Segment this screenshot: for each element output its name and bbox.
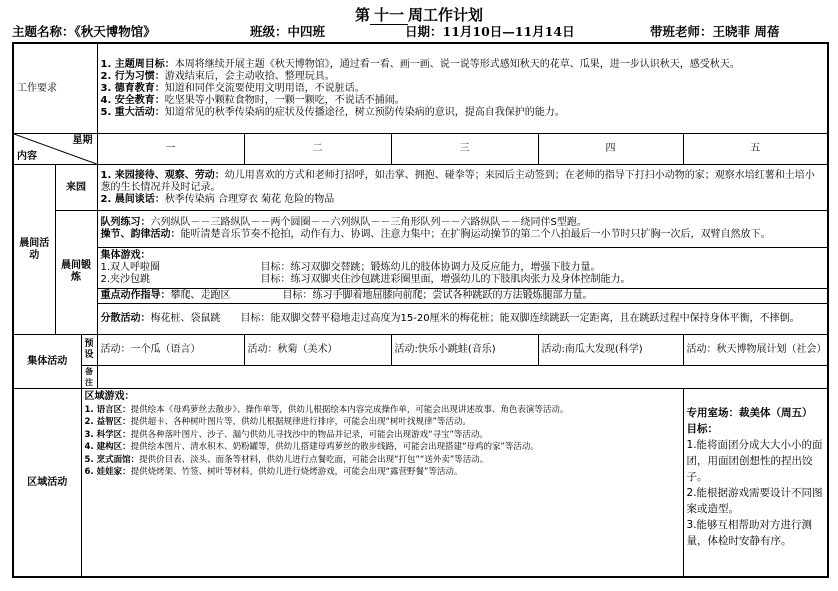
game-item: 1.双人呼啦圈 目标：练习双脚交替跳；锻炼幼儿的肢体协调力及反应能力，增强下肢力量。 — [100, 262, 601, 274]
region-activity-row — [13, 389, 828, 577]
region-item: 2. 益智区：提供超卡、各种树叶图片等，供幼儿根据规律进行排序，可能会出现“树叶找规律”等活动。 — [84, 417, 471, 428]
special-room-title: 专用室场：裁美体（周五） — [686, 407, 813, 420]
region-activity-label: 区域活动 — [13, 389, 81, 577]
teacher-names: 带班老师：王晓菲 周蓓 — [650, 24, 780, 39]
date-range: 日期：11月10日—11月14日 — [405, 24, 575, 39]
region-item: 6. 娃娃家：提供烧烤架、竹签、树叶等材料，供幼儿进行烧烤游戏，可能会出现“露营野餐”等活动。 — [84, 467, 463, 478]
arrival-content — [97, 165, 828, 210]
exercise-drill-row — [13, 210, 828, 247]
exercise-key-action-row — [13, 289, 828, 303]
preset-label: 预设 — [81, 334, 97, 365]
games-content — [97, 247, 828, 288]
day-wednesday: 三 — [391, 134, 538, 165]
requirement-item: 2. 行为习惯：游戏结束后，会主动收拾、整理玩具。 — [100, 70, 335, 82]
special-goal-item: 3.能够互相帮助对方进行测量，体检时安静有序。 — [686, 519, 813, 548]
class-name: 班级：中四班 — [250, 24, 326, 39]
day-friday: 五 — [683, 134, 828, 165]
diag-top-label: 星期 — [72, 135, 93, 147]
activity-friday: 活动：秋天博物展计划（社会） — [683, 334, 828, 365]
requirement-item: 5. 重大活动：知道常见的秋季传染病的症状及传播途径，树立预防传染病的意识，提高自我保护的能力。 — [100, 106, 565, 118]
collective-activity-row — [13, 334, 828, 365]
day-thursday: 四 — [538, 134, 683, 165]
drill-rhythm-content — [97, 210, 828, 247]
morning-arrival-row — [13, 165, 828, 210]
week-number: 十一 — [370, 6, 408, 25]
games-heading: 集体游戏： — [100, 250, 151, 262]
work-requirements-row — [13, 43, 828, 134]
note-label: 备注 — [81, 365, 97, 389]
region-heading: 区域游戏： — [84, 391, 135, 403]
title-prefix: 第 — [354, 6, 370, 24]
week-header-row — [13, 134, 828, 165]
region-item: 5. 烹式面馆：提供价目表、淡头、面条等材料，供幼儿进行点餐吃面，可能会出现“打包”“送外卖”等活动。 — [84, 454, 489, 465]
requirement-item: 1. 主题周目标：本周将继续开展主题《秋天博物馆》，通过看一看、画一画、说一说等形式感知秋天的花草、瓜果，进一步认识秋天，感受秋天。 — [100, 58, 740, 70]
morning-activity-label: 晨间活动 — [13, 165, 55, 334]
region-item: 1. 语言区：提供绘本《母鸡萝丝去散步》、操作单等，供幼儿根据绘本内容完成操作单，可能会出现讲述故事、角色表演等活动。 — [84, 404, 569, 415]
exercise-group-row — [13, 303, 828, 334]
group-activity-content: 分散活动：梅花桩、袋鼠跳 目标：能双脚交替平稳地走过高度为15-20厘米的梅花桩；能双脚连续跳跃一定距离，且在跳跃过程中保持身体平衡，不摔倒。 — [97, 303, 828, 334]
requirement-item: 3. 德育教育：知道和同伴交流要使用文明用语，不说脏话。 — [100, 82, 365, 94]
activity-monday: 活动：一个瓜（语言） — [97, 334, 244, 365]
title-suffix: 周工作计划 — [408, 6, 484, 24]
region-games-content — [81, 389, 683, 577]
activity-thursday: 活动:南瓜大发现(科学) — [538, 334, 683, 365]
rhythm-line: 操节、韵律活动：能听清楚音乐节奏不抢拍，动作有力、协调、注意力集中；在扩胸运动操节的第二个八拍最后一小节时只扩胸一次后，双臂自然放下。 — [100, 228, 771, 240]
special-goal-item: 2.能根据游戏需要设计不同图案或造型。 — [686, 487, 823, 516]
activity-tuesday: 活动：秋菊（美术） — [244, 334, 391, 365]
collective-note-row — [13, 365, 828, 389]
morning-exercise-label: 晨间锻炼 — [55, 210, 97, 334]
note-content — [97, 365, 828, 389]
theme-name: 主题名称：《秋天博物馆》 — [12, 24, 156, 39]
work-requirements-content — [97, 43, 828, 134]
special-room-content — [683, 389, 828, 577]
arrival-line: 1. 来园接待、观察、劳动：幼儿用喜欢的方式和老师打招呼，如击掌、拥抱、碰拳等；来园后主动签到；在老师的指导下打扫小动物的家；观察水培红薯和土培小葱的生长情况并及时记录。 — [100, 169, 815, 193]
drill-line: 队列练习：六列纵队－－三路纵队－－两个圆圈－－六列纵队－－三角形队列－－六路纵队－－绕同伴S型跑。 — [100, 216, 587, 228]
day-tuesday: 二 — [244, 134, 391, 165]
work-requirements-label: 工作要求 — [13, 43, 97, 134]
diag-bottom-label: 内容 — [17, 151, 37, 163]
special-goal-item: 1.能将面团分成大大小小的面团，用面团创想性的捏出饺子。 — [686, 439, 823, 484]
collective-activity-label: 集体活动 — [13, 334, 81, 389]
exercise-games-row — [13, 247, 828, 288]
region-item: 3. 科学区：提供各种落叶图片、沙子、漏勺供幼儿寻找沙中的物品并记录，可能会出现游戏“寻宝”等活动。 — [84, 429, 488, 440]
special-goal-label: 目标： — [686, 423, 719, 436]
day-monday: 一 — [97, 134, 244, 165]
key-action-content: 重点动作指导：攀爬、走跑区 目标：练习手脚着地屈膝向前爬；尝试各种跳跃的方法锻炼腿部力量。 — [97, 289, 828, 303]
week-content-diagonal-header — [13, 134, 97, 165]
arrival-line: 2. 晨间谈话：秋季传染病 合理穿衣 菊花 危险的物品 — [100, 193, 335, 205]
requirement-item: 4. 安全教育：吃坚果等小颗粒食物时，一颗一颗吃，不说话不捕闹。 — [100, 94, 405, 106]
game-item: 2.夹沙包跳 目标：练习双脚夹住沙包跳进彩圈里面，增强幼儿的下肢肌肉张力及身体控制能力。 — [100, 274, 631, 286]
arrival-label: 来园 — [55, 165, 97, 210]
plan-table — [12, 42, 829, 578]
page-title — [0, 6, 838, 25]
region-item: 4. 建构区：提供绘本图片、清水积木、奶粉罐等，供幼儿搭建母鸡萝丝的散步线路，可能会出现搭建“母鸡的家”等活动。 — [84, 442, 539, 453]
activity-wednesday: 活动:快乐小跳蛙(音乐) — [391, 334, 538, 365]
